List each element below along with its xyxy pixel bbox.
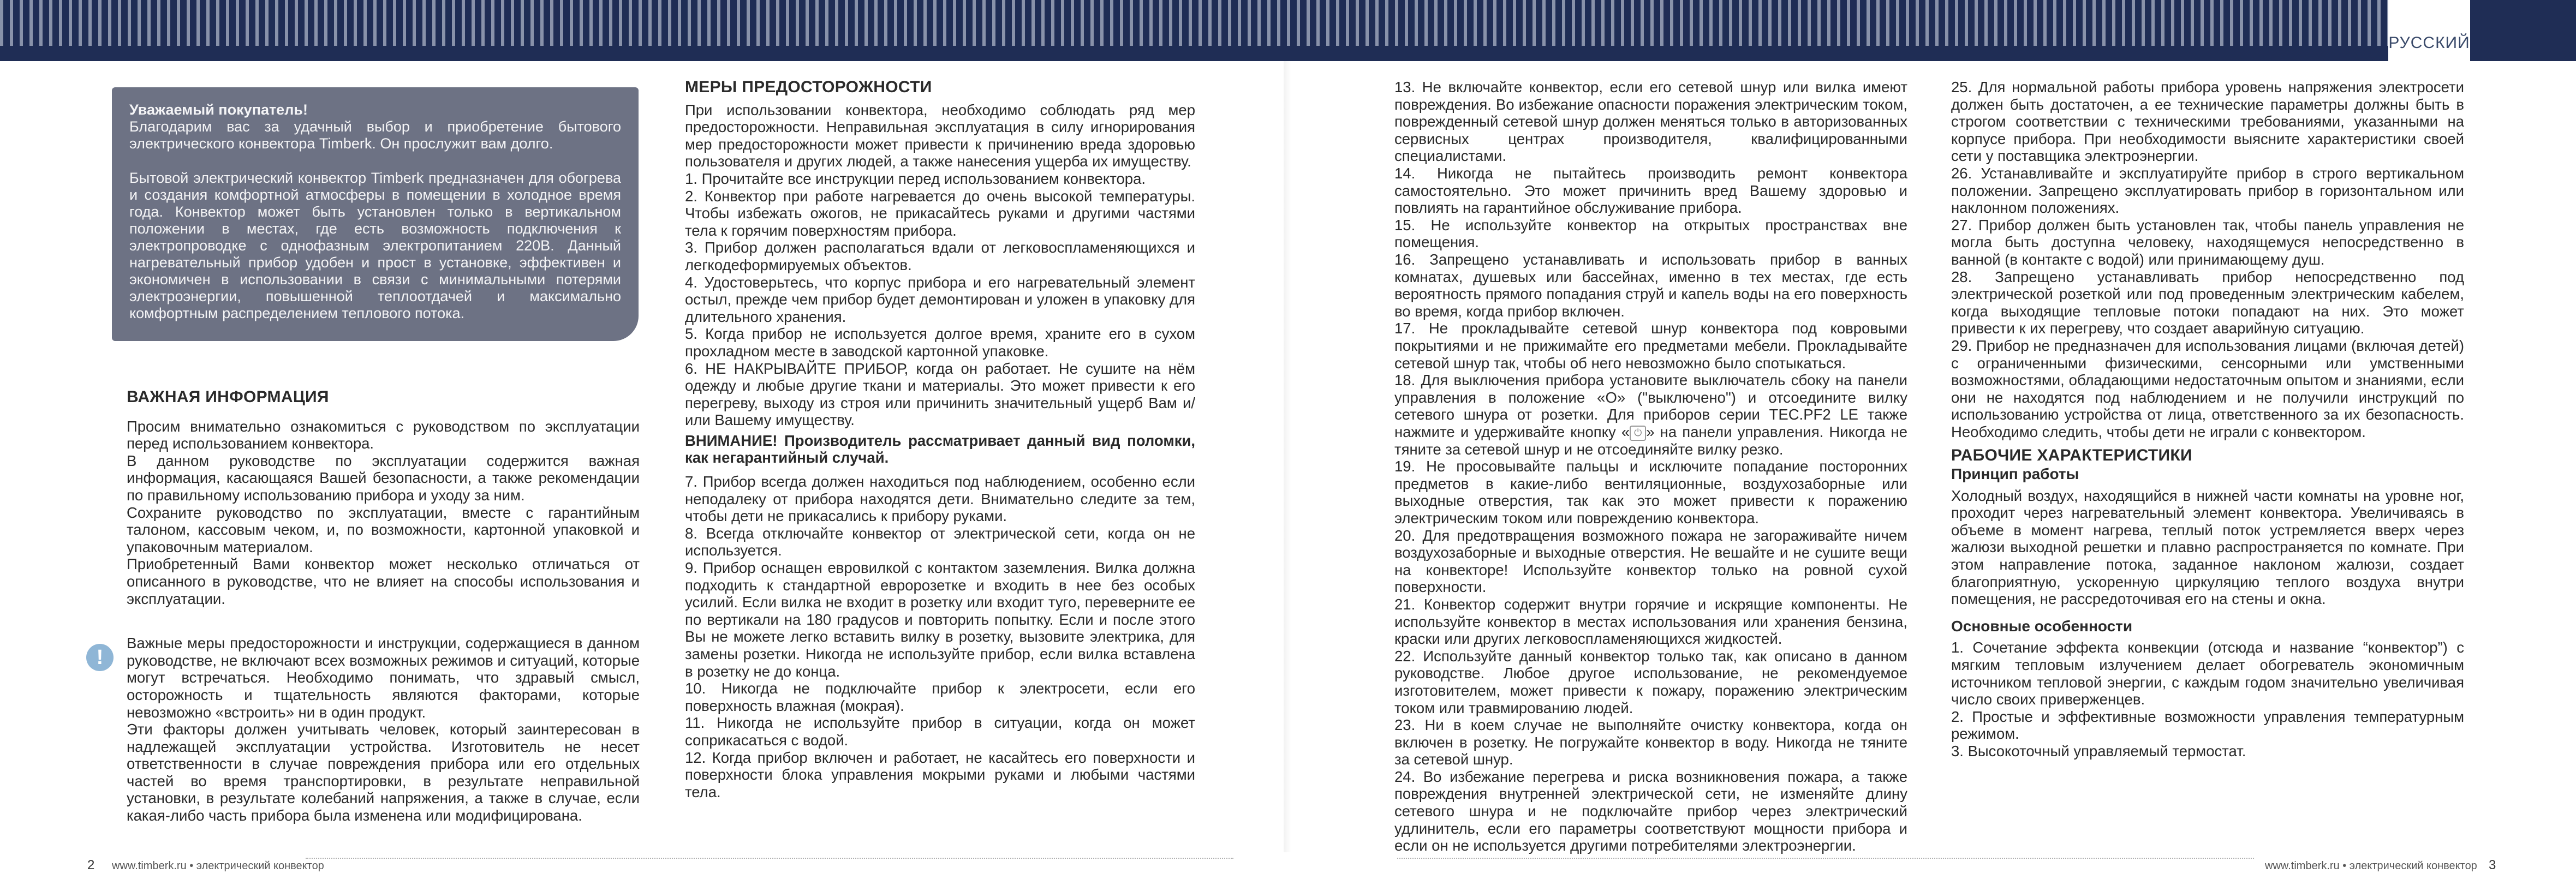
page-gutter: [1284, 61, 1291, 852]
attention-note: ВНИМАНИЕ! Производитель рассматривает данный вид поломки, как негарантийный случай.: [685, 432, 1195, 467]
feature-item: 2. Простые и эффективные возможности управления температурным режимом.: [1951, 708, 2464, 743]
working-section: [1951, 79, 2464, 760]
precaution-item: 13. Не включайте конвектор, если его сетевой шнур или вилка имеют повреждения. Во избежание опасности поражения электрическим током, поврежденный сетевой шнур должен меняться только в авторизованных сервисных центрах производителя, квалифицированными специалистами.: [1394, 79, 1907, 165]
features-title: Основные особенности: [1951, 617, 2133, 635]
precaution-item: 24. Во избежание перегрева и риска возникновения пожара, а также повреждения внутренней электрической сети, не изменяйте длину сетевого шнура и не подключайте прибор через электрический удлинитель, если его параметры соответствуют мощности прибора и если он не используется другими потребителями электроэнергии.: [1394, 768, 1907, 854]
greeting-box: [112, 87, 639, 341]
important-paragraph: Просим внимательно ознакомиться с руководством по эксплуатации перед использованием конвектора.: [127, 417, 640, 452]
important-paragraph: Сохраните руководство по эксплуатации, вместе с гарантийным талоном, кассовым чеком, и, по возможности, картонной упаковкой и упаковочным материалом.: [127, 504, 640, 555]
feature-item: 1. Сочетание эффекта конвекции (отсюда и название “конвектор”) с мягким тепловым излучением делает обогреватель экономичным источником тепловой энергии, с каждым годом значительно увеличивая число своих приверженцев.: [1951, 639, 2464, 708]
precaution-item: 16. Запрещено устанавливать и использовать прибор в ванных комнатах, душевых или бассейнах, именно в тех местах, где есть вероятность прямого попадания струй и капель воды на его поверхность во время, когда прибор включен.: [1394, 250, 1907, 320]
page-number-left: 2: [87, 858, 95, 872]
language-tab: [2388, 0, 2470, 61]
greeting-text: Благодарим вас за удачный выбор и приобретение бытового электрического конвектора Timberk. Он прослужит вам долго.: [129, 118, 621, 152]
page-number-right: 3: [2489, 858, 2496, 872]
precaution-item: 7. Прибор всегда должен находиться под наблюдением, особенно если неподалеку от прибора находятся дети. Внимательно следите за тем, чтобы дети не прикасались к прибору руками.: [685, 473, 1195, 525]
precaution-item: 12. Когда прибор включен и работает, не касайтесь его поверхности и поверхности блока управления мокрыми руками и любыми частями тела.: [685, 749, 1195, 800]
precaution-item: 27. Прибор должен быть установлен так, чтобы панель управления не могла быть доступна человеку, находящемуся непосредственно в ванной (в контакте с водой) или принимающему душ.: [1951, 216, 2464, 268]
important-paragraph: В данном руководстве по эксплуатации содержится важная информация, касающаяся Вашей безопасности, а также рекомендации по правильному использованию прибора и уходу за ним.: [127, 452, 640, 504]
working-title: РАБОЧИЕ ХАРАКТЕРИСТИКИ: [1951, 446, 2192, 465]
precaution-item: 3. Прибор должен располагаться вдали от легковоспламеняющихся и легкодеформируемых объектов.: [685, 239, 1195, 273]
precaution-item: 22. Используйте данный конвектор только так, как описано в данном руководстве. Любое другое использование, не рекомендуемое изготовителем, может привести к пожару, поражению электрическим током или травмированию людей.: [1394, 647, 1907, 716]
important-paragraph: Эти факторы должен учитывать человек, который заинтересован в надлежащей эксплуатации устройства. Изготовитель не несет ответственности в случае повреждения прибора или его отдельных частей во время транспортировки, в результате неправильной установки, в результате колебаний напряжения, а также в случае, если какая-либо часть прибора была изменена или модифицирована.: [127, 721, 640, 824]
precautions-title: МЕРЫ ПРЕДОСТОРОЖНОСТИ: [685, 78, 932, 96]
precaution-item: 21. Конвектор содержит внутри горячие и искрящие компоненты. Не используйте конвектор в местах использования или хранения бензина, краски или других легковоспламеняющихся жидкостей.: [1394, 595, 1907, 648]
footer-site-right: www.timberk.ru • электрический конвектор: [2265, 860, 2477, 872]
precautions-continued: [1394, 79, 1907, 854]
precautions-intro: При использовании конвектора, необходимо соблюдать ряд мер предосторожности. Неправильная эксплуатация в силу игнорирования мер предосторожности может привести к причинению вреда здоровью пользователя и других людей, а также нанесения ущерба их имуществу.: [685, 101, 1195, 170]
footer-divider-right: [1397, 858, 2254, 859]
precaution-item: 4. Удостоверьтесь, что корпус прибора и его нагревательный элемент остыл, прежде чем прибор будет демонтирован и уложен в упаковку для длительного хранения.: [685, 273, 1195, 325]
header-stripes: [0, 0, 2390, 46]
precaution-item: 17. Не прокладывайте сетевой шнур конвектора под ковровыми покрытиями и не прижимайте его предметами мебели. Прокладывайте сетевой шнур так, чтобы об него невозможно было спотыкаться.: [1394, 320, 1907, 372]
feature-item: 3. Высокоточный управляемый термостат.: [1951, 742, 2246, 760]
precaution-item: 23. Ни в коем случае не выполняйте очистку конвектора, когда он включен в розетку. Не погружайте конвектор в воду. Никогда не тяните за сетевой шнур.: [1394, 716, 1907, 768]
precaution-item: 8. Всегда отключайте конвектор от электрической сети, когда он не используется.: [685, 524, 1195, 559]
precaution-item: 9. Прибор оснащен евровилкой с контактом заземления. Вилка должна подходить к стандартной евророзетке и входить в нее без особых усилий. Если вилка не входит в розетку или входит туго, переверните ее по вертикали на 180 градусов и повторить попытку. Если и после этого Вы не можете легко вставить вилку в розетку, вызовите электрика, для замены розетки. Никогда не используйте прибор, если вилка вставлена в розетку не до конца.: [685, 559, 1195, 680]
important-paragraph: Важные меры предосторожности и инструкции, содержащиеся в данном руководстве, не включают всех возможных режимов и ситуаций, которые могут встречаться. Необходимо понимать, что здравый смысл, осторожность и тщательность являются факторами, которые невозможно «встроить» ни в один продукт.: [127, 635, 640, 721]
footer-divider-left: [306, 858, 1233, 859]
exclamation-icon: !: [86, 644, 114, 671]
product-description: Бытовой электрический конвектор Timberk предназначен для обогрева и создания комфортной атмосферы в помещении в холодное время года. Конвектор может быть установлен только в вертикальном положении в местах, где есть возможность подключения к электропроводке с однофазным электропитанием 220В. Данный нагревательный прибор удобен и прост в установке, эффективен и экономичен в использовании в связи с минимальными потерями электроэнергии, повышенной теплоотдачей и максимально комфортным распределением теплового потока.: [129, 170, 621, 321]
precaution-item: 19. Не просовывайте пальцы и исключите попадание посторонних предметов в какие-либо вентиляционные, воздухозаборные или выходные отверстия, так как это может привести к поражению электрическим током или повреждению конвектора.: [1394, 458, 1907, 527]
precaution-item: 20. Для предотвращения возможного пожара не загораживайте ничем воздухозаборные и выходные отверстия. Не вешайте и не сушите вещи на конвекторе! Используйте конвектор только на ровной сухой поверхности.: [1394, 527, 1907, 596]
principle-text: Холодный воздух, находящийся в нижней части комнаты на уровне ног, проходит через нагревательный элемент конвектора. Увеличиваясь в объеме в момент нагрева, теплый поток устремляется вверх через жалюзи выходной решетки и плавно распространяется по комнате. При этом направление потока, заданное наклоном жалюзи, создает благоприятную, ускоренную циркуляцию теплого воздуха внутри помещения, не рассредоточивая его на стены и окна.: [1951, 487, 2464, 608]
precaution-item: 25. Для нормальной работы прибора уровень напряжения электросети должен быть достаточен, а ее технические параметры должны быть в строгом соответствии с техническими требованиями, указанными на корпусе прибора. При необходимости выясните характеристики своей сети у поставщика электроэнергии.: [1951, 79, 2464, 165]
precaution-item-text: » на панели управления. Никогда не тяните за сетевой шнур и не отсоединяйте вилку резко.: [1394, 423, 1907, 458]
precaution-item: 14. Никогда не пытайтесь производить ремонт конвектора самостоятельно. Это может причинить вред Вашему здоровью и повлиять на гарантийное обслуживание прибора.: [1394, 164, 1907, 217]
precaution-item: 29. Прибор не предназначен для использования лицами (включая детей) с ограниченными физическими, сенсорными или умственными возможностями, обладающими недостаточным опытом и знаниями, если они не находятся под наблюдением и не получили инструкций по использованию устройства от лица, ответственного за их безопасность. Необходимо следить, чтобы дети не играли с конвектором.: [1951, 337, 2464, 440]
precaution-item: 28. Запрещено устанавливать прибор непосредственно под электрической розеткой или под проведенным электрическим кабелем, когда выходящие тепловые потоки попадают на них. Это может привести к их перегреву, что создает аварийную ситуацию.: [1951, 268, 2464, 337]
precaution-item: [1394, 372, 1907, 458]
precaution-item: 6. НЕ НАКРЫВАЙТЕ ПРИБОР, когда он работает. Не сушите на нём одежду и любые другие ткани и материалы. Это может привести к его перегреву, выходу из строя или причинить значительный ущерб Вам и/или Вашему имуществу.: [685, 360, 1195, 429]
important-info-section: [127, 388, 640, 824]
important-paragraph: Приобретенный Вами конвектор может несколько отличаться от описанного в руководстве, что не влияет на способы использования и эксплуатации.: [127, 555, 640, 607]
precaution-item-text: 18. Для выключения прибора установите выключатель сбоку на панели управления в положение «О» ("выключено") и отсоедините вилку сетевого шнура от розетки. Для приборов серии TEC.PF2 LE также нажмите и удерживайте кнопку «: [1394, 372, 1907, 440]
greeting-title: Уважаемый покупатель!: [129, 101, 308, 118]
precaution-item: 26. Устанавливайте и эксплуатируйте прибор в строго вертикальном положении. Запрещено эксплуатировать прибор в горизонтальном или наклонном положениях.: [1951, 164, 2464, 217]
precaution-item: 5. Когда прибор не используется долгое время, храните его в сухом прохладном месте в заводской картонной упаковке.: [685, 325, 1195, 360]
language-label: РУССКИЙ: [2388, 34, 2470, 52]
precaution-item: 1. Прочитайте все инструкции перед использованием конвектора.: [685, 170, 1146, 187]
precaution-item: 2. Конвектор при работе нагревается до очень высокой температуры. Чтобы избежать ожогов, не прикасайтесь руками и другими частями тела к горячим поверхностям прибора.: [685, 187, 1195, 239]
precaution-item: 15. Не используйте конвектор на открытых пространствах вне помещения.: [1394, 216, 1907, 251]
precaution-item: 10. Никогда не подключайте прибор к электросети, если его поверхность влажная (мокрая).: [685, 680, 1195, 714]
important-title: ВАЖНАЯ ИНФОРМАЦИЯ: [127, 388, 329, 406]
precautions-section: [685, 79, 1195, 800]
principle-title: Принцип работы: [1951, 465, 2079, 483]
power-button-icon: ⏻: [1630, 426, 1646, 441]
footer-site-left: www.timberk.ru • электрический конвектор: [112, 860, 324, 872]
header-band: [0, 0, 2576, 61]
precaution-item: 11. Никогда не используйте прибор в ситуации, когда он может соприкасаться с водой.: [685, 714, 1195, 749]
header-bottom-bar: [0, 46, 2576, 61]
